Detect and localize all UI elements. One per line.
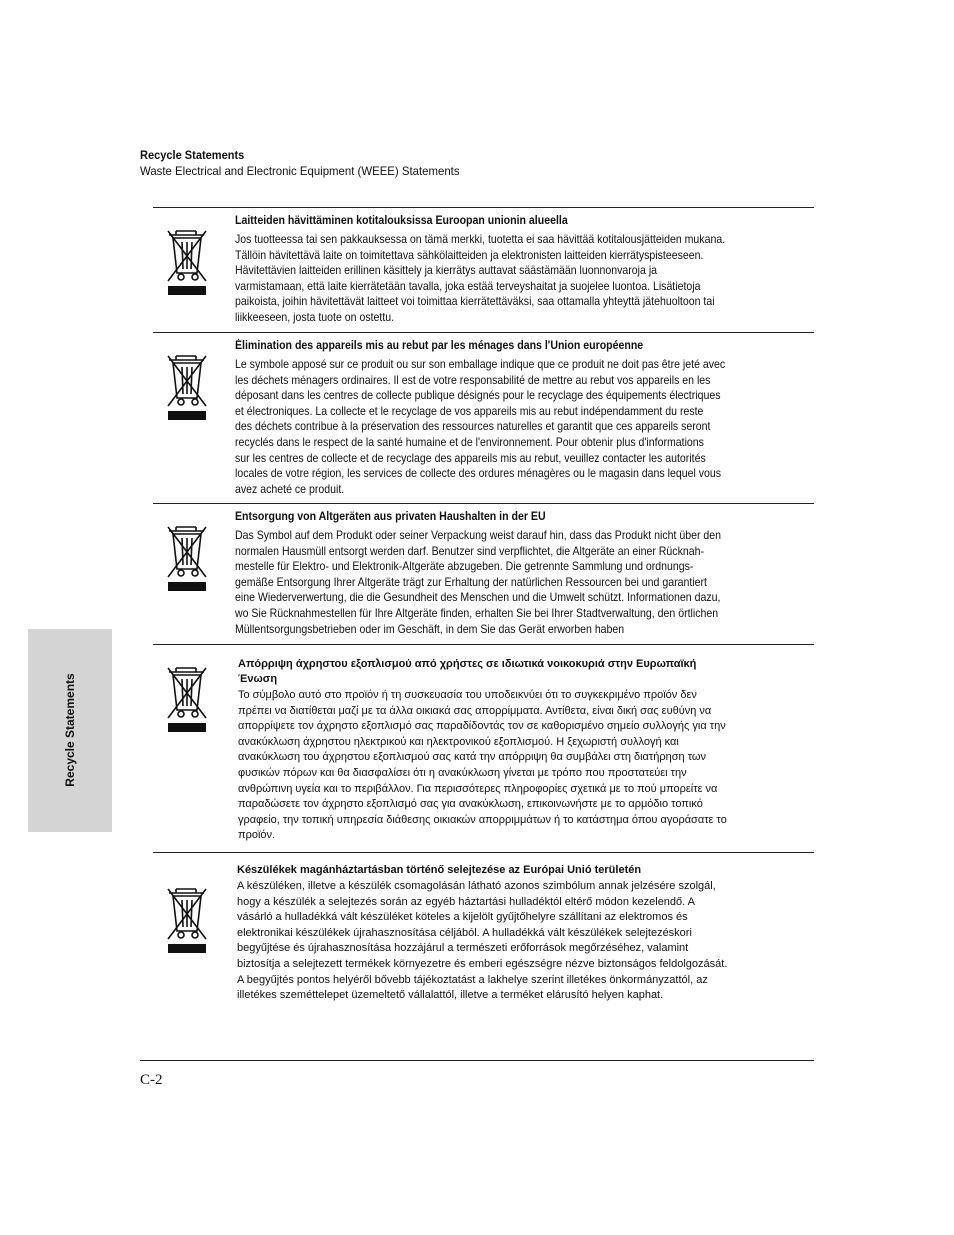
body-line: begyűjtése és újrahasznosítása hozzájárul a természeti erőforrások megőrzéséhez, valamint	[237, 942, 689, 955]
body-line: avez acheté ce produit.	[235, 481, 345, 496]
section-title-continued: Ένωση	[238, 673, 278, 685]
crossed-out-wheeled-bin-icon	[166, 664, 208, 739]
body-line: liikkeeseen, josta tuote on ostettu.	[235, 309, 395, 324]
section-body	[237, 879, 817, 1004]
body-line: Le symbole apposé sur ce produit ou sur son emballage indique que ce produit ne doit pas être jeté avec	[235, 357, 726, 371]
section-body	[238, 688, 818, 844]
body-line: Jos tuotteessa tai sen pakkauksessa on tämä merkki, tuotetta ei saa hävittää kotitalousjätteiden mukana.	[235, 232, 726, 246]
body-line: Tällöin hävitettävä laite on toimitettava sähkölaitteiden ja elektronisten laitteiden kierrätyspisteeseen.	[235, 247, 704, 262]
weee-section-hungarian	[153, 852, 814, 1012]
crossed-out-wheeled-bin-icon	[166, 523, 208, 598]
body-line: πρέπει να διατίθεται μαζί με τα άλλα οικιακά σας απορρίμματα. Αντίθετα, είναι δική σας ευθύνη να	[238, 704, 712, 717]
section-title: Laitteiden hävittäminen kotitalouksissa Euroopan unionin alueella	[235, 215, 568, 227]
body-line: paikoista, joihin hävitettävät laitteet voi toimittaa kierrätettäväksi, saa ottamalla yhteyttä jätehuoltoon tai	[235, 294, 715, 309]
body-line: Hävitettävien laitteiden erillinen käsittely ja kierrätys auttavat säästämään luonnonvaroja ja	[235, 263, 658, 278]
section-title: Entsorgung von Altgeräten aus privaten Haushalten in der EU	[235, 511, 546, 523]
body-line: wo Sie Rücknahmestellen für Ihre Altgeräte finden, erhalten Sie bei Ihrer Stadtverwaltung, den örtlichen	[235, 605, 719, 620]
section-title: Készülékek magánháztartásban történő selejtezése az Európai Unió területén	[237, 864, 642, 876]
page-section-title: Recycle Statements	[140, 148, 245, 162]
page-number: C-2	[140, 1072, 163, 1088]
weee-section-french	[153, 332, 814, 503]
body-line: ανακύκλωση άχρηστου ηλεκτρικού και ηλεκτρονικού εξοπλισμού. Η ξεχωριστή συλλογή και	[238, 735, 679, 748]
body-line: A készüléken, illetve a készülék csomagolásán látható azonos szimbólum annak jelzésére szolgál,	[237, 880, 716, 892]
body-line: eine Wiederverwertung, die die Gesundheit des Menschen und die Umwelt schützt. Informationen dazu,	[235, 590, 721, 605]
section-body	[235, 357, 772, 497]
body-line: elektronikai készülékek újrahasznosítása céljából. A hulladékká vált készülékek selejtezéskori	[237, 926, 692, 939]
side-tab-label: Recycle Statements	[63, 673, 77, 787]
page-subtitle: Waste Electrical and Electronic Equipment (WEEE) Statements	[140, 164, 460, 178]
section-title: Απόρριψη άχρηστου εξοπλισμού από χρήστες σε ιδιωτικά νοικοκυριά στην Ευρωπαϊκή	[238, 658, 697, 670]
body-line: Το σύμβολο αυτό στο προϊόν ή τη συσκευασία του υποδεικνύει ότι το συγκεκριμένο προϊόν δεν	[238, 689, 697, 701]
section-title: Élimination des appareils mis au rebut par les ménages dans l'Union européenne	[235, 340, 644, 352]
body-line: ανακύκλωση του άχρηστου εξοπλισμού σας κατά την απόρριψη θα συμβάλει στη διατήρηση των	[238, 751, 706, 764]
body-line: προϊόν.	[238, 829, 276, 842]
weee-section-greek	[153, 644, 814, 852]
body-line: gemäße Entsorgung Ihrer Altgeräte trägt zur Erhaltung der natürlichen Ressourcen bei und garantiert	[235, 574, 707, 589]
body-line: recyclés dans le respect de la santé humaine et de l'environnement. Pour obtenir plus d'informations	[235, 434, 704, 449]
body-line: απορρίψετε τον άχρηστο εξοπλισμό σας παραδίδοντάς τον σε καθορισμένο σημείο συλλογής για την	[238, 720, 726, 733]
body-line: A begyűjtés pontos helyéről bővebb tájékoztatást a lakhelye szerint illetékes önkormányzattól, az	[237, 973, 708, 986]
body-line: παραδώσετε τον άχρηστο εξοπλισμό σας για ανακύκλωση, επικοινωνήστε με το αρμόδιο τοπικό	[238, 798, 703, 811]
body-line: Müllentsorgungsbetrieben oder im Geschäft, in dem Sie das Gerät erworben haben	[235, 621, 625, 636]
body-line: des déchets contribue à la préservation des ressources naturelles et garantit que ces appareils seront	[235, 419, 711, 434]
weee-section-finnish	[153, 207, 814, 332]
body-line: les déchets ménagers ordinaires. Il est de votre responsabilité de mettre au rebut vos appareils en les	[235, 372, 711, 387]
body-line: φυσικών πόρων και θα διασφαλίσει ότι η ανακύκλωση γίνεται με τρόπο που προστατεύει την	[238, 766, 687, 779]
body-line: ανθρώπινη υγεία και το περιβάλλον. Για περισσότερες πληροφορίες σχετικά με το πού μπορείτε να	[238, 782, 718, 795]
body-line: déposant dans les centres de collecte publique désignés pour le recyclage des équipements électriques	[235, 388, 721, 403]
body-line: et électroniques. La collecte et le recyclage de vos appareils mis au rebut indépendamment du reste	[235, 403, 704, 418]
crossed-out-wheeled-bin-icon	[166, 885, 208, 960]
body-line: varmistamaan, että laite kierrätetään tavalla, joka estää terveyshaitat ja suojelee luontoa. Lisätietoja	[235, 278, 701, 293]
body-line: vásárló a hulladékká vált készüléket köteles a kijelölt gyűjtőhelyre szállítani az elektromos és	[237, 911, 688, 924]
body-line: normalen Hausmüll entsorgt werden darf. Benutzer sind verpflichtet, die Altgeräte an einer Rücknah-	[235, 543, 704, 558]
section-body	[235, 232, 772, 326]
body-line: locales de votre région, les services de collecte des ordures ménagères ou le magasin dans lequel vous	[235, 466, 722, 481]
crossed-out-wheeled-bin-icon	[166, 352, 208, 427]
crossed-out-wheeled-bin-icon	[166, 227, 208, 302]
body-line: γραφείο, την τοπική υπηρεσία διάθεσης οικιακών απορριμμάτων ή το κατάστημα όπου αγοράσατε το	[238, 813, 727, 826]
footer-rule	[140, 1060, 814, 1061]
weee-section-german	[153, 503, 814, 644]
body-line: mestelle für Elektro- und Elektronik-Altgeräte abzugeben. Die getrennte Sammlung und ordnungs-	[235, 559, 694, 574]
body-line: illetékes szeméttelepet üzemeltető vállalattól, illetve a terméket elárusító helyen kaphat.	[237, 989, 664, 1002]
body-line: biztosítja a selejtezett termékek környezetre és emberi egészségre nézve biztonságos feldolgozását.	[237, 957, 728, 970]
body-line: sur les centres de collecte et de recyclage des appareils mis au rebut, veuillez contacter les autorités	[235, 450, 706, 465]
body-line: hogy a készülék a selejtezés során az egyéb háztartási hulladéktól eltérő módon kezelendő. A	[237, 895, 696, 908]
body-line: Das Symbol auf dem Produkt oder seiner Verpackung weist darauf hin, dass das Produkt nicht über den	[235, 528, 722, 542]
section-body	[235, 528, 772, 637]
